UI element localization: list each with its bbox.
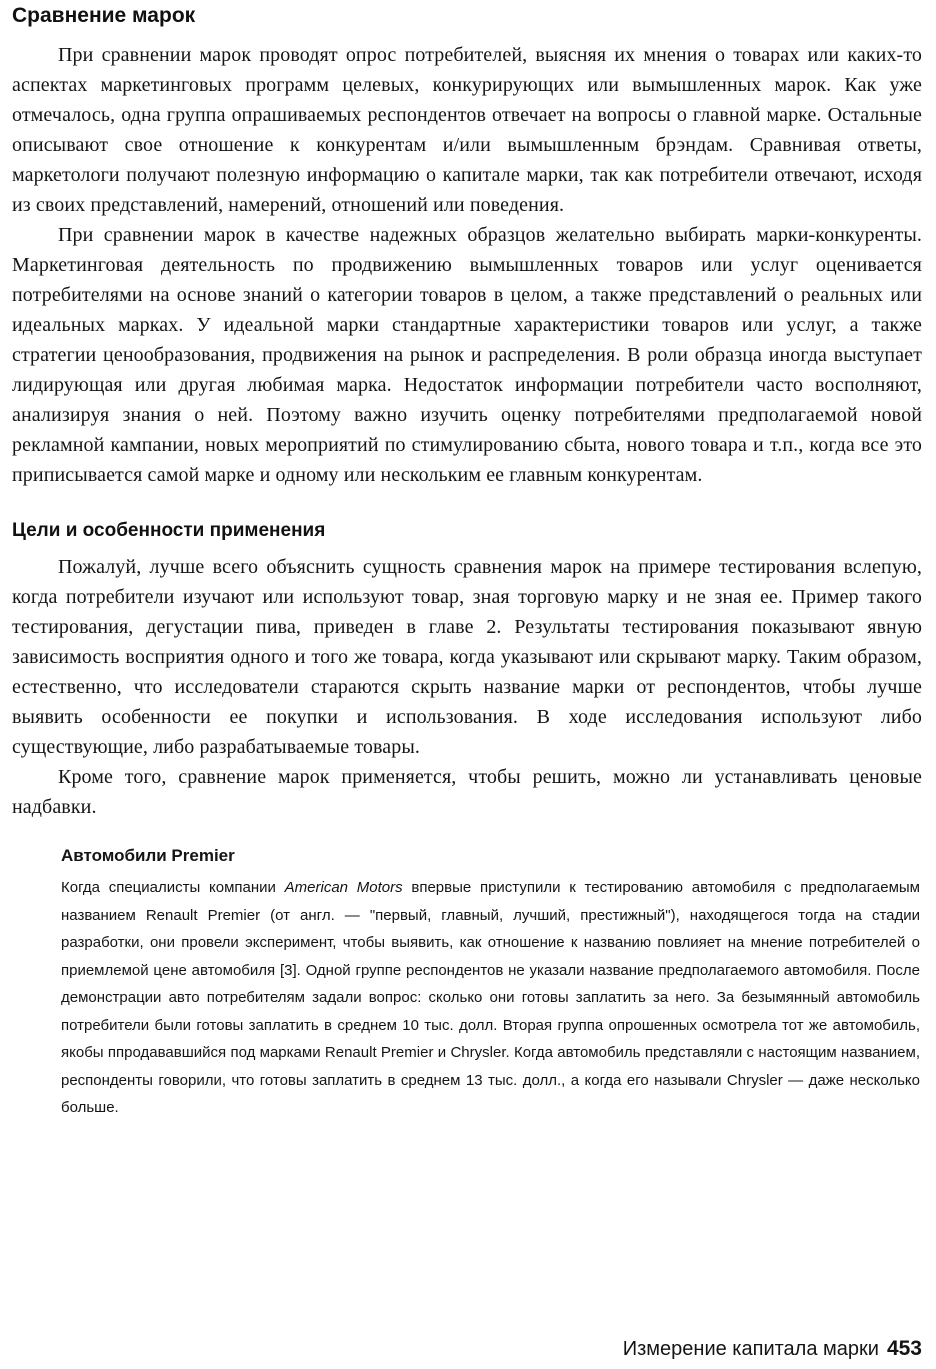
company-name: American Motors	[284, 879, 403, 896]
case-study-title: Автомобили Premier	[61, 846, 235, 865]
page-number: 453	[886, 1337, 922, 1360]
case-study-box	[12, 844, 922, 1122]
case-study-text-start: Когда специалисты компании	[61, 879, 285, 896]
case-study-text-rest: впервые приступили к тестированию автомобиля с предполагаемым названием Renault Premier (от англ. — "первый, главный, лучший, престижный"), находящегося тогда на стадии разработки, они провели эксперимент, чтобы выявить, как отношение к названию повлияет на мнение потребителей о приемлемой цене автомобиля [3]. Одной группе респондентов не указали название предполагаемого автомобиля. После демонстрации авто потребителям задали вопрос: сколько они готовы заплатить за него. За безымянный автомобиль потребители были готовы заплатить в среднем 10 тыс. долл. Вторая группа опрошенных осмотрела тот же автомобиль, якобы ппродававшийся под марками Renault Premier и Chrysler. Когда автомобиль представляли с настоящим названием, респонденты говорили, что готовы заплатить в среднем 13 тыс. долл., а когда его называли Chrysler — даже несколько больше.	[61, 879, 920, 1116]
section-heading: Сравнение марок	[12, 4, 196, 27]
paragraph: При сравнении марок проводят опрос потребителей, выясняя их мнения о товарах или каких-то аспектах маркетинговых программ целевых, конкурирующих или вымышленных марок. Как уже отмечалось, одна группа опрашиваемых респондентов отвечает на вопросы о главной марке. Остальные описывают свое отношение к конкурентам и/или вымышленным брэндам. Сравнивая ответы, маркетологи получают полезную информацию о капитале марки, так как потребители отвечают, исходя из своих представлений, намерений, отношений или поведения.	[12, 44, 922, 216]
running-title: Измерение капитала марки	[622, 1338, 879, 1360]
paragraph: Кроме того, сравнение марок применяется, чтобы решить, можно ли устанавливать ценовые надбавки.	[12, 766, 922, 818]
paragraph: При сравнении марок в качестве надежных образцов желательно выбирать марки-конкуренты. Маркетинговая деятельность по продвижению вымышленных товаров или услуг оценивается потребителями на основе знаний о категории товаров в целом, а также представлений о реальных или идеальных марках. У идеальной марки стандартные характеристики товаров или услуг, а также стратегии ценообразования, продвижения на рынок и распределения. В роли образца иногда выступает лидирующая или другая любимая марка. Недостаток информации потребители часто восполняют, анализируя знания о ней. Поэтому важно изучить оценку потребителями предполагаемой новой рекламной кампании, новых мероприятий по стимулированию сбыта, нового товара и т.п., когда все это приписывается самой марке и одному или нескольким ее главным конкурентам.	[12, 224, 922, 486]
page-footer	[623, 1336, 922, 1362]
subsection-heading: Цели и особенности применения	[12, 520, 326, 541]
paragraph: Пожалуй, лучше всего объяснить сущность сравнения марок на примере тестирования вслепую, когда потребители изучают или используют товар, зная торговую марку и не зная ее. Пример такого тестирования, дегустации пива, приведен в главе 2. Результаты тестирования показывают явную зависимость восприятия одного и того же товара, когда указывают или скрывают марку. Таким образом, естественно, что исследователи стараются скрыть название марки от респондентов, чтобы лучше выявить особенности ее покупки и использования. В ходе исследования используют либо существующие, либо разрабатываемые товары.	[12, 556, 922, 758]
case-study-text	[61, 874, 920, 1122]
